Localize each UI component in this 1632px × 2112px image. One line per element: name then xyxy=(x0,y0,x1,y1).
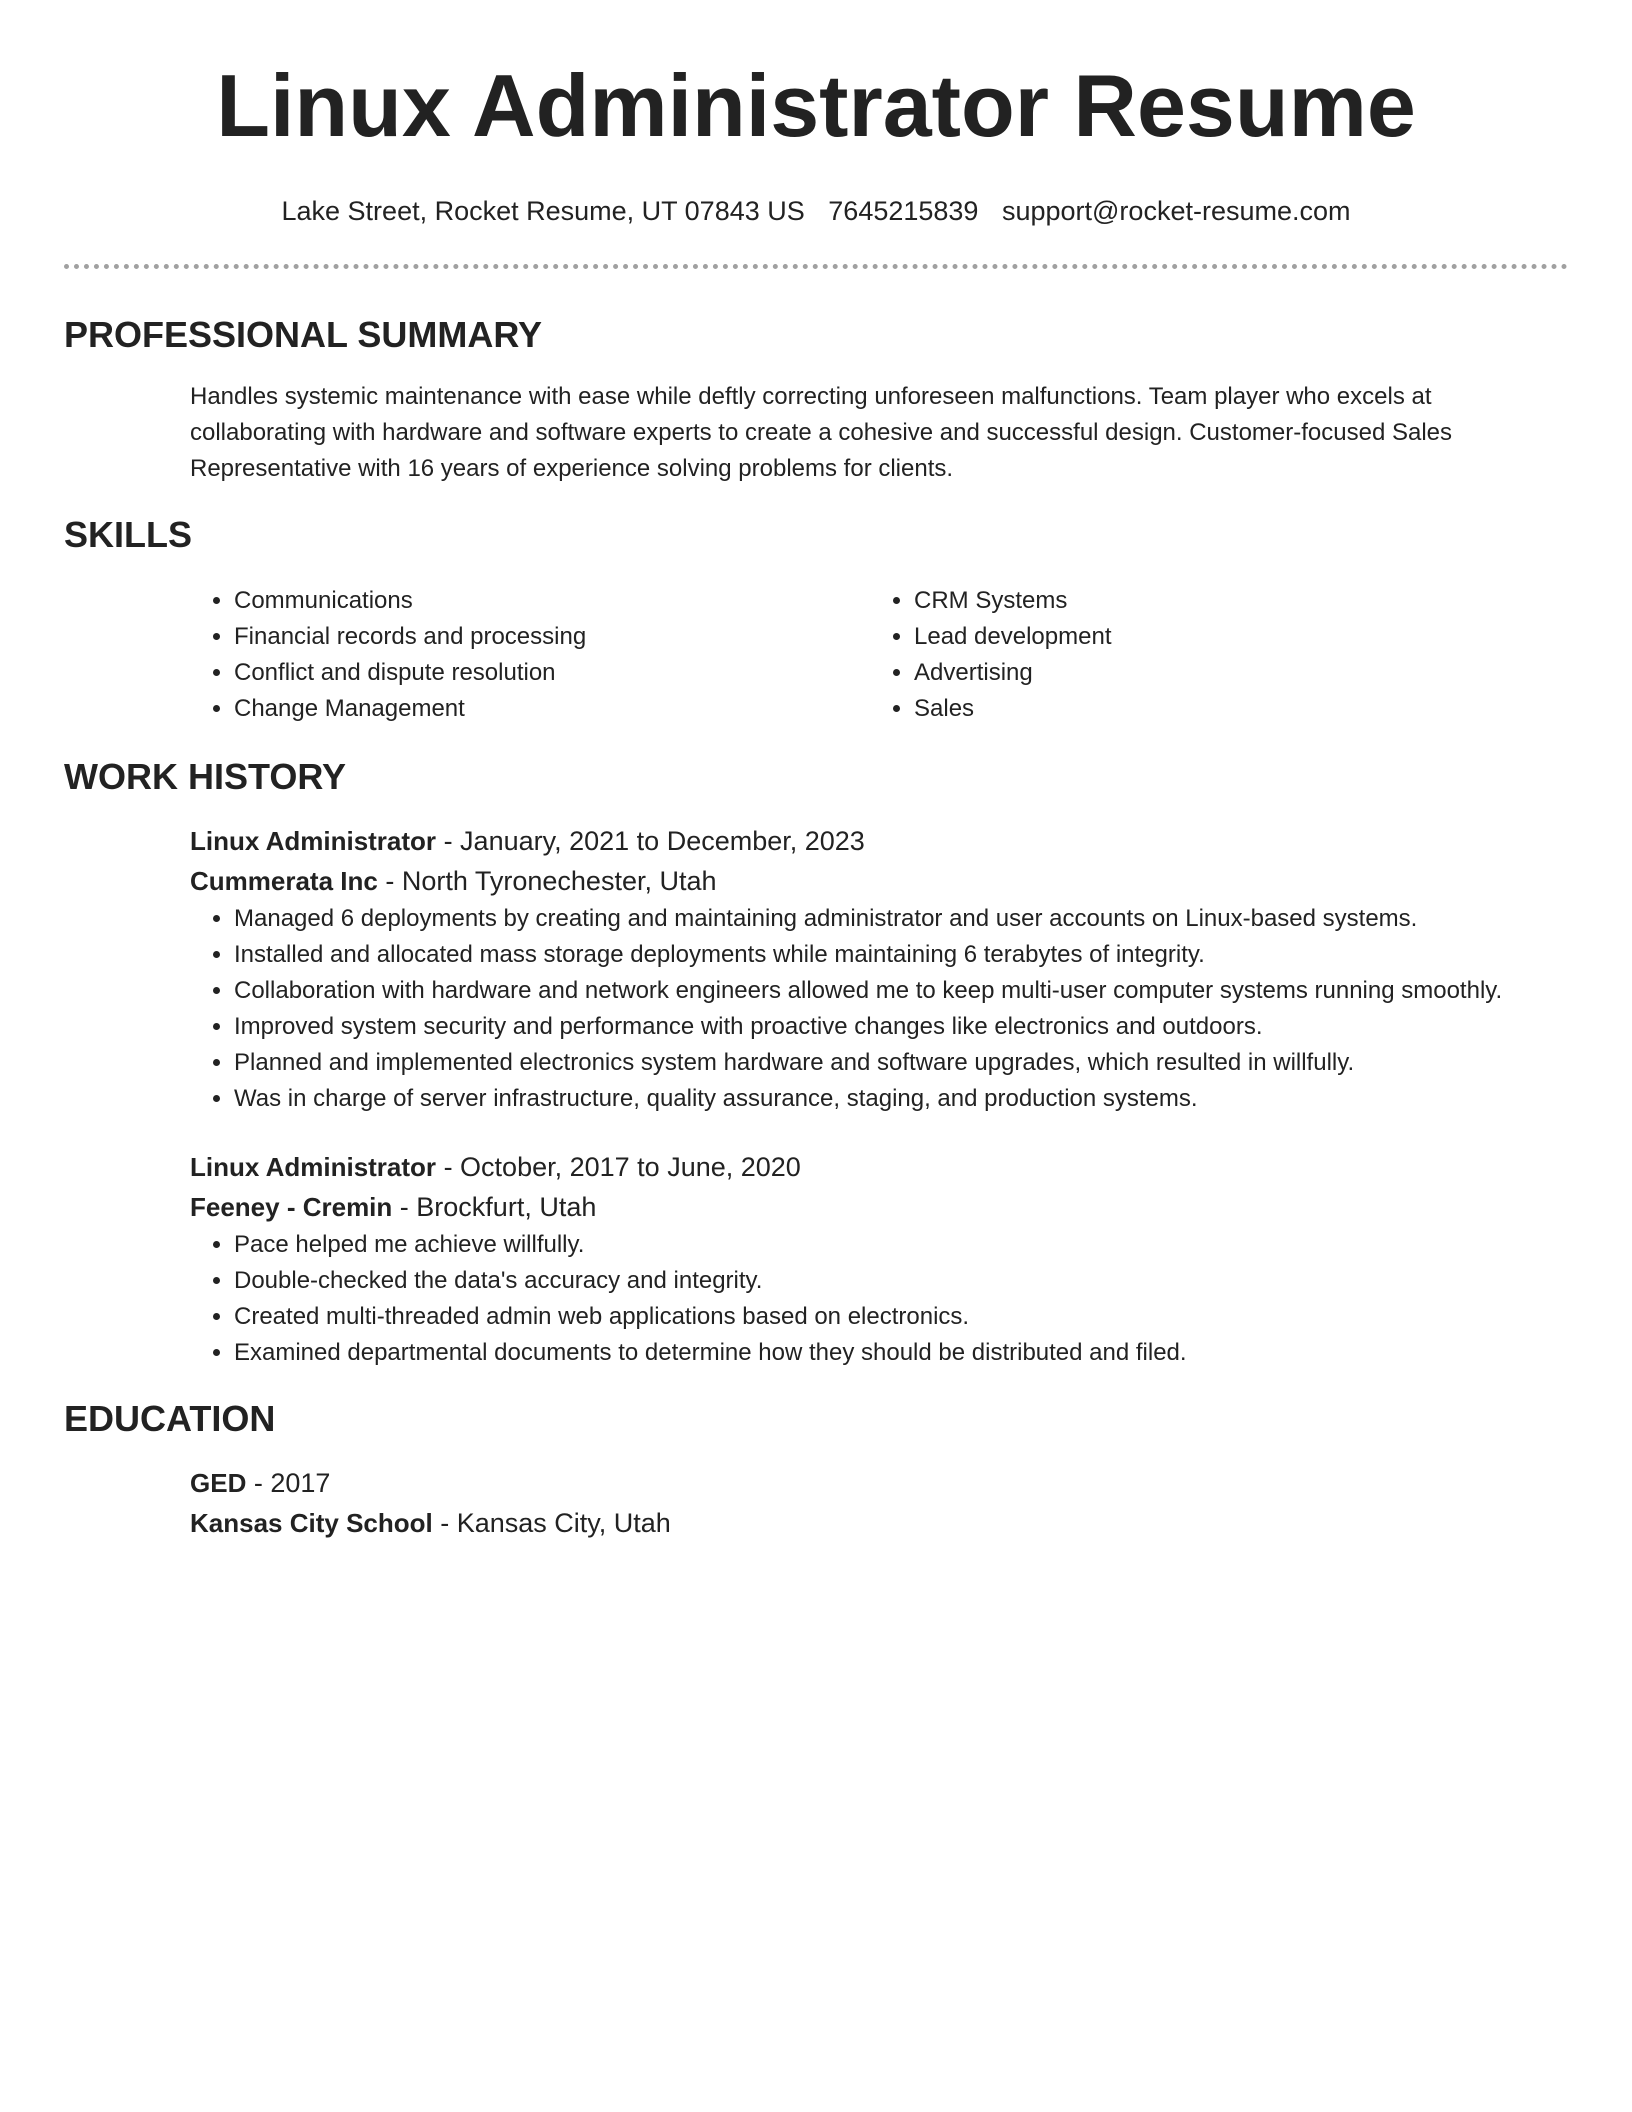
job-dates: - January, 2021 to December, 2023 xyxy=(436,826,865,856)
skill-item: • Change Management xyxy=(234,691,870,727)
job-duties xyxy=(190,901,1568,1117)
job-duty: • Was in charge of server infrastructure, quality assurance, staging, and production systems. xyxy=(234,1081,1568,1117)
education-year: - 2017 xyxy=(246,1468,331,1498)
job-title: Linux Administrator xyxy=(190,826,437,856)
section-heading-education: EDUCATION xyxy=(64,1398,276,1439)
job-duty: • Collaboration with hardware and network engineers allowed me to keep multi-user computer systems running smoothly. xyxy=(234,973,1568,1009)
skills-column-left xyxy=(190,583,870,727)
job-duty: • Double-checked the data's accuracy and integrity. xyxy=(234,1263,1568,1299)
skills-column-right xyxy=(870,583,1550,727)
education-degree-line xyxy=(190,1463,1568,1503)
job-company-line xyxy=(190,1187,1568,1227)
job-title-line xyxy=(190,821,1568,861)
education-school-line xyxy=(190,1503,1568,1543)
contact-email: support@rocket-resume.com xyxy=(1001,196,1351,226)
skill-item: • Conflict and dispute resolution xyxy=(234,655,870,691)
section-heading-skills: SKILLS xyxy=(64,514,193,555)
resume-title: Linux Administrator Resume xyxy=(216,56,1416,155)
education-entry xyxy=(190,1463,1568,1543)
skill-item: • Advertising xyxy=(914,655,1550,691)
section-heading-work-history: WORK HISTORY xyxy=(64,756,347,797)
job-dates: - October, 2017 to June, 2020 xyxy=(436,1152,801,1182)
skills-list xyxy=(190,583,1568,727)
job-title: Linux Administrator xyxy=(190,1152,437,1182)
skill-item: • Sales xyxy=(914,691,1550,727)
job-company: Feeney - Cremin xyxy=(190,1192,393,1222)
job-company-line xyxy=(190,861,1568,901)
contact-phone: 7645215839 xyxy=(828,196,979,226)
job-location: - North Tyronechester, Utah xyxy=(377,866,717,896)
job-duties xyxy=(190,1227,1568,1371)
job-duty: • Pace helped me achieve willfully. xyxy=(234,1227,1568,1263)
job-entry xyxy=(190,821,1568,1117)
skill-item: • Communications xyxy=(234,583,870,619)
contact-line xyxy=(64,194,1568,228)
job-title-line xyxy=(190,1147,1568,1187)
job-duty: • Installed and allocated mass storage deployments while maintaining 6 terabytes of integrity. xyxy=(234,937,1568,973)
job-duty: • Managed 6 deployments by creating and maintaining administrator and user accounts on Linux-based systems. xyxy=(234,901,1568,937)
skill-item: • Financial records and processing xyxy=(234,619,870,655)
header-divider xyxy=(64,264,1568,269)
section-heading-summary: PROFESSIONAL SUMMARY xyxy=(64,314,543,355)
job-location: - Brockfurt, Utah xyxy=(392,1192,597,1222)
job-duty: • Improved system security and performance with proactive changes like electronics and outdoors. xyxy=(234,1009,1568,1045)
education-degree: GED xyxy=(190,1468,247,1498)
skill-item: • CRM Systems xyxy=(914,583,1550,619)
job-duty: • Planned and implemented electronics system hardware and software upgrades, which resulted in willfully. xyxy=(234,1045,1568,1081)
job-duty: • Created multi-threaded admin web applications based on electronics. xyxy=(234,1299,1568,1335)
skill-item: • Lead development xyxy=(914,619,1550,655)
contact-address: Lake Street, Rocket Resume, UT 07843 US xyxy=(281,196,805,226)
summary-text: Handles systemic maintenance with ease while deftly correcting unforeseen malfunctions. Team player who excels at collaborating with hardware and software experts to create a cohesive and successful design. Customer-focused Sales Representative with 16 years of experience solving problems for clients. xyxy=(190,383,1453,482)
job-company: Cummerata Inc xyxy=(190,866,378,896)
job-duty: • Examined departmental documents to determine how they should be distributed and filed. xyxy=(234,1335,1568,1371)
education-school: Kansas City School xyxy=(190,1508,433,1538)
job-entry xyxy=(190,1147,1568,1371)
education-location: - Kansas City, Utah xyxy=(432,1508,671,1538)
